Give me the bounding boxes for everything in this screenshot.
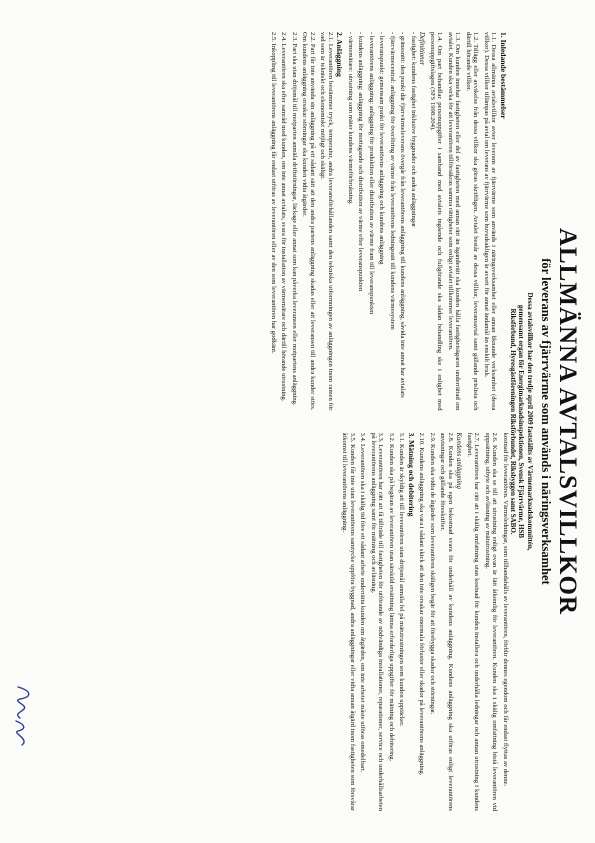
clause-paragraph: kostnad för leverantören. Värmeledningar, som tillhandahålls av leverantören, förblir dennes egendom och får endast flyttas av denne.: [502, 432, 509, 787]
section-heading: Definitioner: [418, 32, 426, 66]
right-column: [20, 433, 509, 812]
clause-paragraph: 3.2. Kunden ska på begäran av leverantören utan särskild ersättning lämna erforderliga uppgifter för mätning och debitering.: [388, 432, 395, 762]
clause-paragraph: 2.1. Leverantören bestämmer tryck, temperatur, andra leveransförhållanden samt den tekniska utformningen av anläggningen inom ramen för vad som är tekniskt och ekonomiskt möjligt och skäligt.: [319, 32, 334, 411]
clause-paragraph: - värmemätare: utrustning som mäter kundens värmeförbrukning.: [347, 32, 354, 205]
clause-paragraph: 2.6. Kunden ska se till att utrustning enligt ovan är lätt åtkomlig för leverantören. Kunden ska i skälig omfattning bistå leverantören vid uppsättning, utbyte och avläsning av mätutrustning.: [484, 432, 499, 811]
clause-paragraph: 2.5. Inkoppling till leverantörens anläggning får endast utföras av leverantören eller av den som leverantören har godkänt.: [270, 32, 277, 354]
clause-paragraph: - fjärrvärmecentral: anläggning för överföring av värme från leverantörens ledningsnät till kundens värmesystem: [389, 32, 396, 330]
clause-paragraph: - gränssnitt: den punkt där fjärrvärmeleverans övergår från leverantörens anläggning till kundens anläggning, såvida inte annat har avtalats: [399, 32, 407, 398]
handwritten-signature: [6, 683, 42, 753]
clause-paragraph: - leveranspunkt: gemensam punkt för leverantörens anläggning och kundens anläggning: [378, 32, 386, 265]
clause-paragraph: 1.3. Om kunden innehar fastigheten eller del av fastigheten med annan rätt än äganderätt ska kunden hålla fastighetsägaren underrättad om avtalet. Kunden ska verka för att leverantören tillförsäkras samma rättigheter som enligt avtalet tillkommer leverantören.: [447, 32, 462, 411]
clause-paragraph: 2.10. Kundens anläggning ska vara i sådant skick att den inte orsakar onormala förluster eller skador på leverantörens anläggning.: [418, 432, 426, 776]
clause-paragraph: 2.9. Kunden ska vidta de åtgärder som leverantören skäligen begär för att förebygga skador och störningar.: [429, 432, 436, 715]
clause-paragraph: 3.1. Kunden är skyldig att till leverantören utan dröjsmål anmäla fel på mätutrustningen som kunden upptäcker.: [398, 432, 406, 727]
clause-paragraph: 1.2. Tillägg eller avvikelse från dessa villkor ska göras skriftligen. Avtalet består av dessa villkor, leveransavtal samt gällande prislista och därtill hörande villkor.: [465, 32, 480, 411]
clause-paragraph: 1.4. Om part behandlar personuppgifter i samband med avtalets ingående och fullgörande ska sådan behandling ske i enlighet med personuppgiftslagen (SFS 1998:204).: [429, 32, 444, 411]
section-heading: 1. Inledande bestämmelser: [499, 32, 508, 119]
intro-note: [509, 0, 535, 843]
intro-note-line: gemensamt organ för Energimarknadsinspektionen, Svensk Fjärrvärme, HSB: [517, 304, 526, 539]
left-column: [20, 32, 509, 411]
clause-paragraph: 2.8. Kunden ska på egen bekostnad svara för underhåll av kundens anläggning. Kundens anläggning ska utföras enligt leverantörens anvisningar och gällande föreskrifter.: [439, 432, 454, 811]
body-columns: [20, 32, 509, 811]
intro-note-line: Dessa avtalsvillkor har den tredje april 2009 fastställts av Värmemarknadskommittén,: [526, 292, 534, 551]
intro-note-line: Riksförbund, Hyresgästföreningen Riksförbundet, Riksbyggen samt SABO.: [509, 308, 517, 535]
section-heading: 3. Mätning och debitering: [407, 432, 416, 517]
clause-paragraph: 2.7. Leverantören har rätt att i skälig omfattning utan kostnad för kunden installera och underhålla ledningar och annan utrustning i kundens fastighet.: [466, 432, 481, 811]
clause-paragraph: 1.1. Dessa allmänna avtalsvillkor avser leverans av fjärrvärme som används i näringsverksamhet eller annan liknande verksamhet (dessa villkor). Dessa villkor tillämpas på avtal om leverans av fjärrvärme som huvudsakligen är avsett för annat ändamål än enskilt bruk.: [483, 32, 498, 411]
section-heading: Kundens anläggning: [455, 432, 463, 489]
clause-paragraph: 2.3. Part ska utan dröjsmål till motparten anmäla driftstörningar, läckage eller annat som kan påverka leveransen eller motpartens anläggning.: [291, 32, 298, 406]
clause-paragraph: 3.5. Kunden får inte utan leverantörens samtycke uppföra byggnad, andra anläggningar eller vidta annan åtgärd inom fastigheten som försvårar åtkomst till leverantörens anläggning.: [341, 432, 356, 811]
section-heading: 2. Anläggning: [335, 32, 345, 77]
document-subtitle: för leverans av fjärrvärme som används i näringsverksamhet: [539, 258, 553, 585]
clause-paragraph: 2.2. Part får inte använda sin anläggning på ett sådant sätt att den andra partens anläggning skadas eller att leveransen till andra kunder störs. Om kundens anläggning orsakar störningar ska kunden vidta åtgärder.: [301, 32, 316, 411]
clause-paragraph: - leverantörens anläggning: anläggning för produktion eller distribution av värme fram till leveranspunkten: [368, 32, 375, 315]
clause-paragraph: 3.3. Leverantören har rätt att få tillträde till fastigheten för utförande av nödvändiga installationer, reparationer, service och underhållsarbeten på leverantörens anläggning samt för mätning och avläsning.: [370, 432, 385, 811]
document-title: ALLMÄNNA AVTALSVILLKOR: [554, 227, 581, 616]
clause-paragraph: - fastighet: kundens fastighet inklusive byggnader och andra anläggningar: [410, 32, 417, 228]
clause-paragraph: 2.4. Leverantören ska efter samråd med kunden, om inte annat avtalats, svara för installation av värmemätare och därtill hörande utrustning.: [280, 32, 288, 402]
document-header: [509, 0, 582, 843]
clause-paragraph: - kundens anläggning: anläggning för mottagande och distribution av värme efter leveranspunkten: [357, 32, 365, 292]
clause-paragraph: 3.4. Leverantören ska i skälig tid före ett sådant arbete underrätta kunden om åtgärden, om inte arbetet måste utföras omedelbart.: [359, 432, 367, 773]
